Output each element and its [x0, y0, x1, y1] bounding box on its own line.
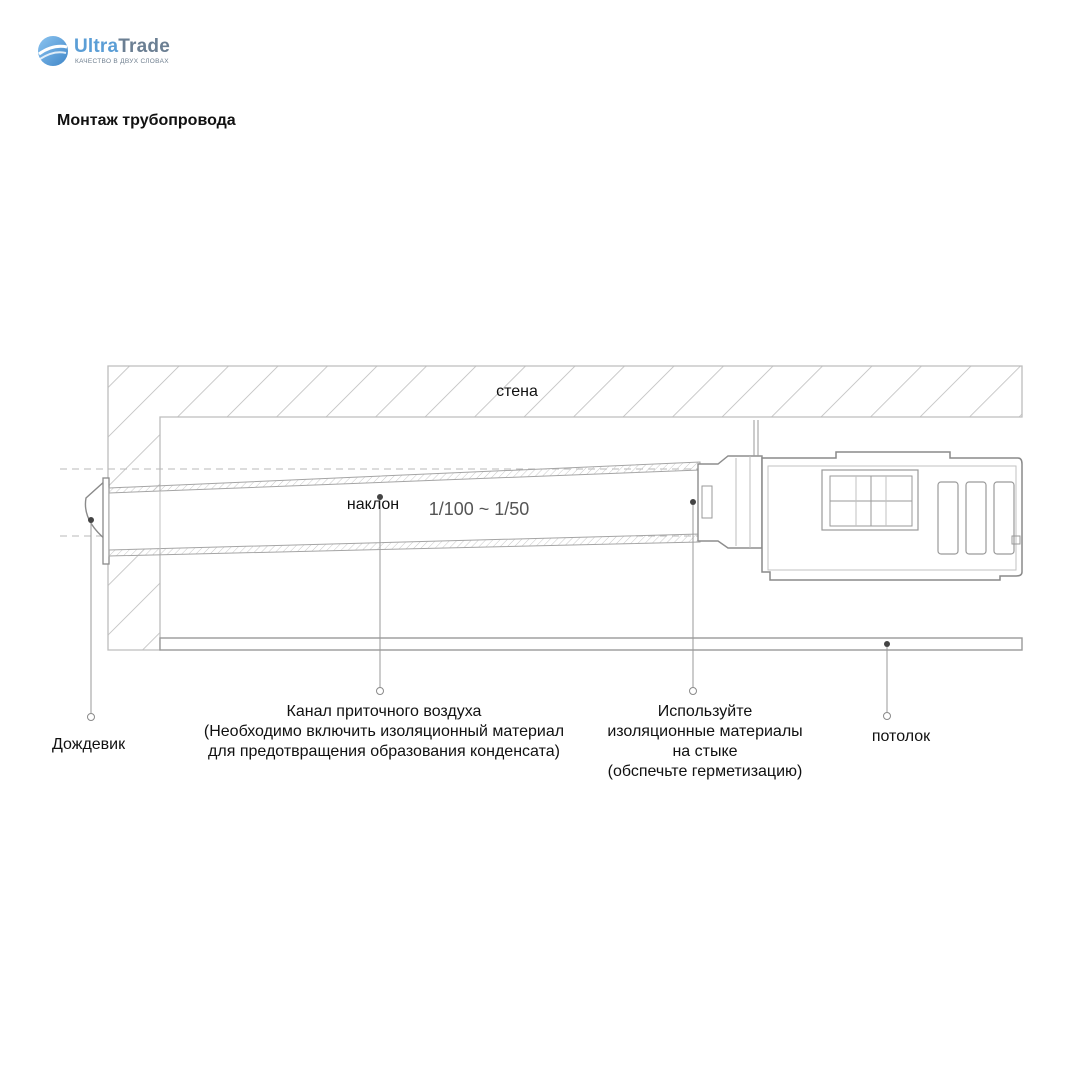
logo-tagline: КАЧЕСТВО В ДВУХ СЛОВАХ	[75, 58, 169, 65]
label-insulation-joint	[595, 702, 815, 782]
label-ceiling-text: потолок	[871, 728, 931, 745]
label-insulation-line1: Используйте	[657, 703, 753, 720]
label-ceiling	[862, 727, 940, 747]
label-supply-duct-line1: Канал приточного воздуха	[286, 703, 482, 720]
label-supply-duct-line2: (Необходимо включить изоляционный материал	[203, 723, 565, 740]
slope-label: наклон	[346, 496, 400, 513]
label-insulation-line3: на стыке	[672, 743, 738, 760]
label-insulation-line2: изоляционные материалы	[607, 723, 803, 740]
logo-name-part2: Trade	[118, 36, 170, 57]
logo-name-part1: Ultra	[74, 36, 119, 57]
slope-value: 1/100 ~ 1/50	[428, 499, 530, 519]
label-rain-cap-text: Дождевик	[52, 736, 126, 753]
leader-ceiling	[884, 641, 891, 720]
label-rain-cap	[52, 735, 125, 755]
duct-joint	[698, 420, 762, 548]
ceiling-board	[160, 638, 1022, 650]
label-supply-duct-line3: для предотвращения образования конденсата)	[208, 743, 560, 760]
page-title: Монтаж трубопровода	[57, 112, 236, 129]
label-supply-duct	[185, 702, 583, 762]
ventilation-unit	[762, 452, 1022, 580]
wall-label: стена	[496, 383, 538, 400]
label-insulation-line4: (обспечьте герметизацию)	[607, 763, 803, 780]
supply-air-duct	[109, 462, 700, 556]
leader-rain-cap	[88, 517, 95, 721]
